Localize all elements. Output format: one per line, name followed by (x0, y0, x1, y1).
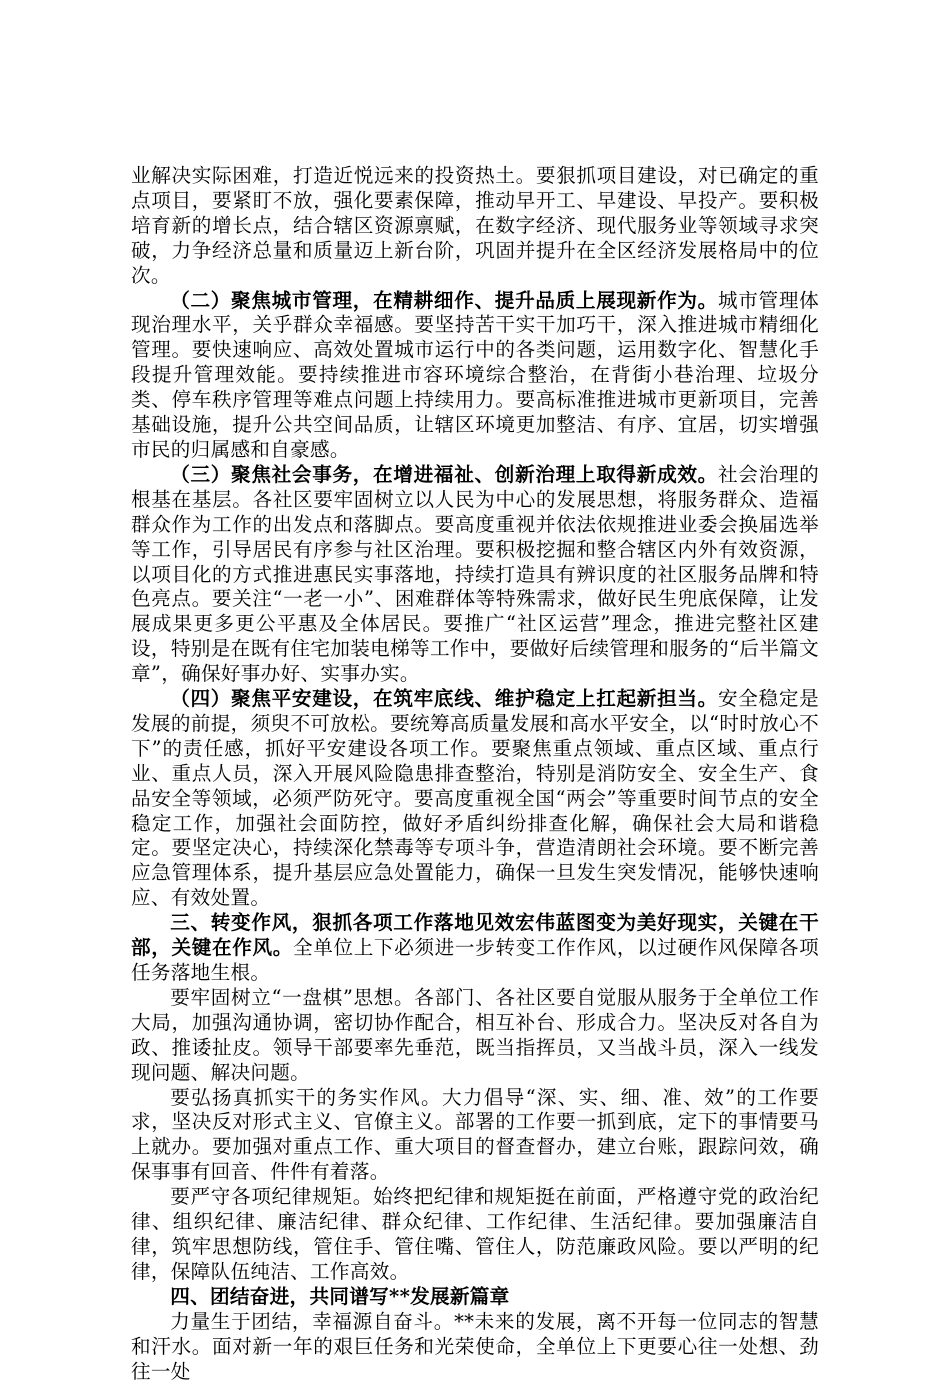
paragraph-4-body: 安全稳定是发展的前提，须臾不可放松。要统筹高质量发展和高水平安全，以“时时放心不下”的责任感，抓好平安建设各项工作。要聚焦重点领域、重点区域、重点行业、重点人员，深入开展风险隐患排查整治，特别是消防安全、安全生产、食品安全等领域，必须严防死守。要高度重视全国“两会”等重要时间节点的安全稳定工作，加强社会面防控，做好矛盾纠纷排查化解，确保社会大局和谐稳定。要坚定决心，持续深化禁毒等专项斗争，营造清朗社会环境。要不断完善应急管理体系，提升基层应急处置能力，确保一旦发生突发情况，能够快速响应、有效处置。 (131, 687, 819, 910)
paragraph-4 (131, 687, 819, 911)
paragraph-7-body: 要弘扬真抓实干的务实作风。大力倡导“深、实、细、准、效”的工作要求，坚决反对形式主义、官僚主义。部署的工作要一抓到底，定下的事情要马上就办。要加强对重点工作、重大项目的督查督办，建立台账，跟踪问效，确保事事有回音、件件有着落。 (131, 1085, 819, 1184)
paragraph-2-body: 城市管理体现治理水平，关乎群众幸福感。要坚持苦干实干加巧干，深入推进城市精细化管理。要快速响应、高效处置城市运行中的各类问题，运用数字化、智慧化手段提升管理效能。要持续推进市容环境综合整治，在背街小巷治理、垃圾分类、停车秩序管理等难点问题上持续用力。要高标准推进城市更新项目，完善基础设施，提升公共空间品质，让辖区环境更加整洁、有序、宜居，切实增强市民的归属感和自豪感。 (131, 288, 819, 461)
section-heading-5: 三、转变作风，狠抓各项工作落地见效宏伟蓝图变为美好现实，关键在干部，关键在作风。 (131, 911, 819, 960)
paragraph-9 (131, 1285, 819, 1310)
paragraph-6 (131, 986, 819, 1086)
paragraph-8 (131, 1185, 819, 1285)
paragraph-2 (131, 289, 819, 463)
paragraph-3 (131, 463, 819, 687)
paragraph-1-body: 业解决实际困难，打造近悦远来的投资热土。要狠抓项目建设，对已确定的重点项目，要紧盯不放，强化要素保障，推动早开工、早建设、早投产。要积极培育新的增长点，结合辖区资源禀赋，在数字经济、现代服务业等领域寻求突破，力争经济总量和质量迈上新台阶，巩固并提升在全区经济发展格局中的位次。 (131, 164, 819, 287)
section-heading-2: （二）聚焦城市管理，在精耕细作、提升品质上展现新作为。 (170, 288, 718, 312)
paragraph-5-body: 全单位上下必须进一步转变工作作风，以过硬作风保障各项任务落地生根。 (131, 936, 819, 984)
paragraph-7 (131, 1086, 819, 1186)
paragraph-1 (131, 164, 819, 289)
paragraph-10-body: 力量生于团结，幸福源自奋斗。**未来的发展，离不开每一位同志的智慧和汗水。面对新一年的艰巨任务和光荣使命，全单位上下更要心往一处想、劲往一处 (131, 1309, 819, 1383)
paragraph-3-body: 社会治理的根基在基层。各社区要牢固树立以人民为中心的发展思想，将服务群众、造福群众作为工作的出发点和落脚点。要高度重视并依法依规推进业委会换届选举等工作，引导居民有序参与社区治理。要积极挖掘和整合辖区内外有效资源，以项目化的方式推进惠民实事落地，持续打造具有辨识度的社区服务品牌和特色亮点。要关注“一老一小”、困难群体等特殊需求，做好民生兜底保障，让发展成果更多更公平惠及全体居民。要推广“社区运营”理念，推进完整社区建设，特别是在既有住宅加装电梯等工作中，要做好后续管理和服务的“后半篇文章”，确保好事办好、实事办实。 (131, 462, 819, 686)
section-heading-3: （三）聚焦社会事务，在增进福祉、创新治理上取得新成效。 (170, 462, 718, 486)
paragraph-8-body: 要严守各项纪律规矩。始终把纪律和规矩挺在前面，严格遵守党的政治纪律、组织纪律、廉洁纪律、群众纪律、工作纪律、生活纪律。要加强廉洁自律，筑牢思想防线，管住手、管住嘴、管住人，防范廉政风险。要以严明的纪律，保障队伍纯洁、工作高效。 (131, 1185, 819, 1283)
section-heading-4: （四）聚焦平安建设，在筑牢底线、维护稳定上扛起新担当。 (170, 687, 718, 711)
section-heading-9: 四、团结奋进，共同谱写**发展新篇章 (170, 1284, 510, 1308)
paragraph-6-body: 要牢固树立“一盘棋”思想。各部门、各社区要自觉服从服务于全单位工作大局，加强沟通协调，密切协作配合，相互补台、形成合力。坚决反对各自为政、推诿扯皮。领导干部要率先垂范，既当指挥员，又当战斗员，深入一线发现问题、解决问题。 (131, 985, 819, 1084)
paragraph-5 (131, 911, 819, 986)
paragraph-10 (131, 1310, 819, 1384)
document-page (131, 164, 819, 1384)
